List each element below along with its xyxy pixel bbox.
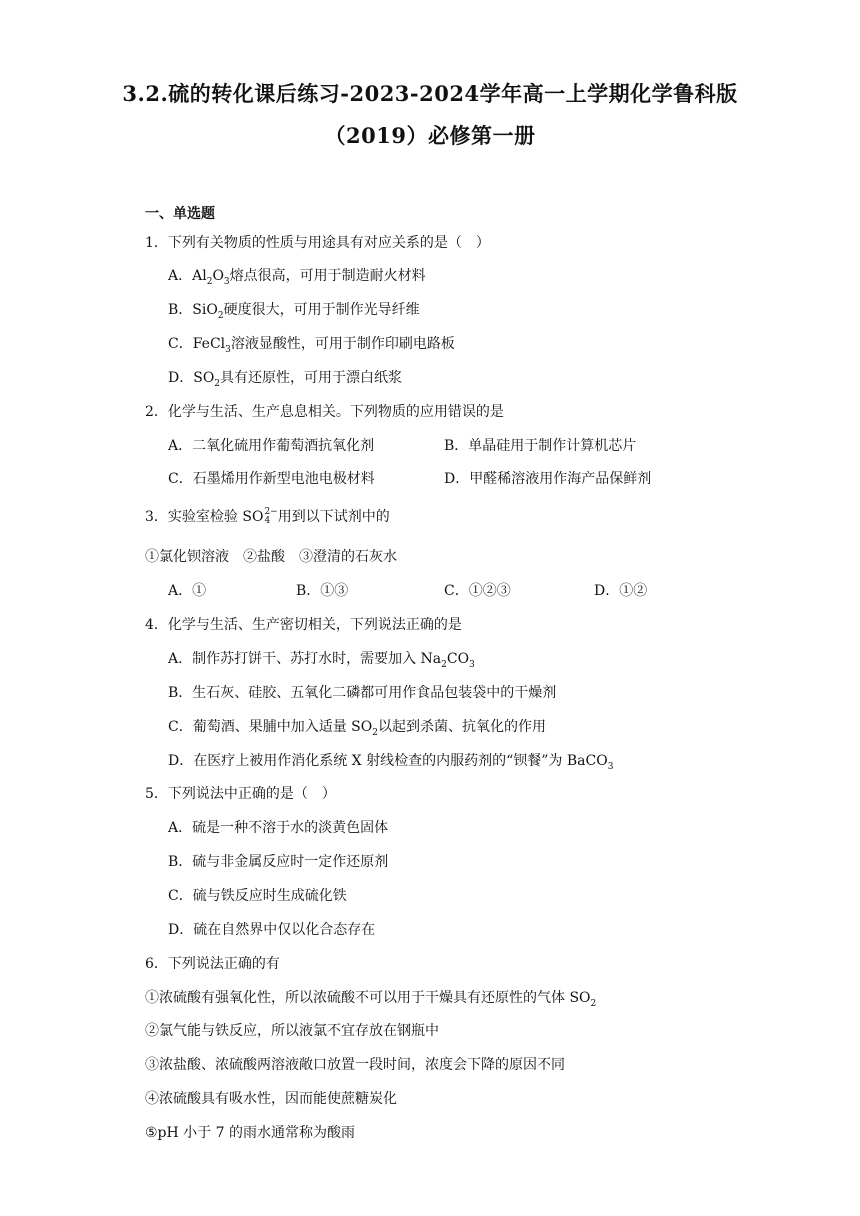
page-title-line2: （2019）必修第一册: [324, 123, 536, 148]
text: C．葡萄酒、果脯中加入适量 SO: [168, 719, 373, 735]
text: C．FeCl: [168, 336, 226, 352]
text: ①浓硫酸有强氧化性，所以浓硫酸不可以用于干燥具有还原性的气体 SO: [145, 990, 591, 1006]
question-3-option-c: C．①②③: [444, 583, 511, 599]
subscript: 3: [223, 276, 230, 287]
question-2-option-a: A．二氧化硫用作葡萄酒抗氧化剂: [168, 438, 375, 454]
question-4-option-d: [168, 750, 613, 772]
question-4-option-c: [168, 716, 546, 738]
question-1-option-a: [168, 265, 426, 287]
question-3-option-a: A．①: [168, 583, 207, 599]
text: D．在医疗上被用作消化系统 X 射线检查的内服药剂的“钡餐”为 BaCO: [168, 753, 608, 769]
text: O: [212, 268, 224, 284]
question-3-stem: [145, 506, 390, 526]
question-4-stem: 4．化学与生活、生产密切相关，下列说法正确的是: [145, 617, 462, 633]
subscript: 2: [217, 310, 224, 321]
question-5-option-a: A．硫是一种不溶于水的淡黄色固体: [168, 820, 389, 836]
text: B．SiO: [168, 302, 218, 318]
question-1-stem: 1．下列有关物质的性质与用途具有对应关系的是（ ）: [145, 235, 490, 251]
sulfate-ion-charge: [264, 508, 277, 526]
text: A．Al: [168, 268, 207, 284]
subscript: 3: [225, 344, 231, 355]
text: 具有还原性，可用于漂白纸浆: [220, 370, 403, 386]
question-5-option-d: D．硫在自然界中仅以化合态存在: [168, 922, 376, 938]
text: CO: [446, 651, 470, 667]
question-6-stem: 6．下列说法正确的有: [145, 956, 280, 972]
question-1-option-b: [168, 299, 420, 321]
question-6-statement-4: ④浓硫酸具有吸水性，因而能使蔗糖炭化: [145, 1091, 397, 1107]
question-5-option-c: C．硫与铁反应时生成硫化铁: [168, 888, 347, 904]
question-5-option-b: B．硫与非金属反应时一定作还原剂: [168, 854, 389, 870]
question-3-reagents: ①氯化钡溶液 ②盐酸 ③澄清的石灰水: [145, 549, 397, 565]
subscript: 2: [206, 276, 213, 287]
question-2-option-d: D．甲醛稀溶液用作海产品保鲜剂: [444, 471, 652, 487]
subscript: 2: [590, 998, 597, 1009]
text: 3．实验室检验 SO: [145, 509, 264, 525]
question-6-statement-5: ⑤pH 小于 7 的雨水通常称为酸雨: [145, 1125, 355, 1141]
text: A．制作苏打饼干、苏打水时，需要加入 Na: [168, 651, 442, 667]
section-heading: 一、单选题: [145, 206, 215, 222]
question-2-option-c: C．石墨烯用作新型电池电极材料: [168, 471, 375, 487]
question-6-statement-3: ③浓盐酸、浓硫酸两溶液敞口放置一段时间，浓度会下降的原因不同: [145, 1057, 565, 1073]
subscript: 2: [214, 378, 221, 389]
text: 溶液显酸性，可用于制作印刷电路板: [230, 336, 455, 352]
question-6-statement-1: [145, 987, 596, 1009]
question-2-option-b: B．单晶硅用于制作计算机芯片: [444, 438, 637, 454]
question-4-option-b: B．生石灰、硅胶、五氧化二磷都可用作食品包装袋中的干燥剂: [168, 685, 557, 701]
question-3-option-b: B．①③: [296, 583, 349, 599]
question-6-statement-2: ②氯气能与铁反应，所以液氯不宜存放在钢瓶中: [145, 1023, 439, 1039]
text: 用到以下试剂中的: [277, 509, 390, 525]
question-3-option-d: D．①②: [594, 583, 648, 599]
text: 硬度很大，可用于制作光导纤维: [223, 302, 420, 318]
text: 以起到杀菌、抗氧化的作用: [377, 719, 546, 735]
question-5-stem: 5．下列说法中正确的是（ ）: [145, 786, 336, 802]
text: D．SO: [168, 370, 215, 386]
ion-subscript: 4: [264, 516, 271, 526]
question-4-option-a: [168, 648, 475, 670]
text: 熔点很高，可用于制造耐火材料: [229, 268, 426, 284]
subscript: 2: [441, 659, 447, 670]
subscript: 3: [607, 761, 614, 772]
subscript: 3: [469, 659, 475, 670]
subscript: 2: [372, 727, 378, 738]
question-1-option-c: [168, 333, 455, 355]
question-1-option-d: [168, 367, 402, 389]
question-2-stem: 2．化学与生活、生产息息相关。下列物质的应用错误的是: [145, 404, 504, 420]
ion-superscript: 2−: [264, 507, 278, 517]
page-title-line1: 3.2.硫的转化课后练习-2023-2024学年高一上学期化学鲁科版: [122, 81, 738, 106]
